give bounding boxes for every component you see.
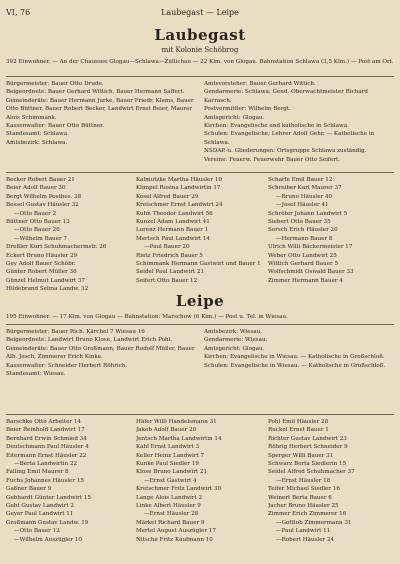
divider xyxy=(6,324,394,325)
resident-entry: Hildebrand Selma Landw. 32 xyxy=(6,286,89,293)
residents-col2-leipe xyxy=(136,418,264,544)
resident-entry: —Paul Landwirt 11 xyxy=(276,528,331,535)
resident-entry: Bessel Gustav Häusler 32 xyxy=(6,202,79,209)
official-entry: Kirchen: Evangelische in Wiesau. — Katholische in Großschloß. xyxy=(204,354,385,361)
official-entry: Amtsbezirk: Schlawa. xyxy=(6,139,68,146)
running-head: Laubegast — Leipe xyxy=(161,8,239,17)
resident-entry: Richter Gustav Landwirt 23 xyxy=(268,435,347,442)
resident-entry: Geyer Paul Landwirt 11 xyxy=(6,511,74,518)
resident-entry: Kreischmer Ernst Landwirt 24 xyxy=(136,202,223,209)
resident-entry: Sperger Willi Bauer 31 xyxy=(268,452,334,459)
resident-entry: Seifert Otto Bauer 12 xyxy=(136,277,198,284)
resident-entry: Kretschmer Fritz Landwirt 30 xyxy=(136,486,222,493)
resident-entry: Schimmank Hermann Gastwirt und Bauer 1 xyxy=(136,261,261,268)
residents-col2-laubegast xyxy=(136,176,264,285)
resident-entry: Büttner Otto Bauer 13 xyxy=(6,219,70,226)
resident-entry: Klimpel Rosina Landwirtin 17 xyxy=(136,185,221,192)
resident-entry: Mertel August Auszügler 17 xyxy=(136,528,216,535)
resident-entry: Kahl Ernst Landwirt 3 xyxy=(136,444,200,451)
official-entry: Kirchen: Evangelische und katholische in Schlawa. xyxy=(204,123,349,130)
section-intro-laubegast: 392 Einwohner. — An der Chaussee Glogau—Schlawa—Züllichau — 22 Klm. von Glogau. Bahnstation Schlawa (3,5 Klm.) — Post am Ort. xyxy=(6,59,394,65)
resident-entry: —Bruno Häusler 40 xyxy=(276,193,333,200)
resident-entry: —Berta Landwirtin 22 xyxy=(14,461,78,468)
residents-col3-laubegast xyxy=(268,176,394,285)
resident-entry: Großmann Gustav Landw. 19 xyxy=(6,519,89,526)
resident-entry: Jentsch Martha Landwirtin 14 xyxy=(136,435,222,442)
official-entry: Beigeordnete: Landwirt Bruno Klose, Landwirt Erich Pohl. xyxy=(6,337,173,344)
resident-entry: Schröter Johann Landwirt 5 xyxy=(268,210,348,217)
resident-entry: Eckert Bruno Häusler 29 xyxy=(6,252,78,259)
officials-right-leipe xyxy=(204,328,394,370)
residents-col1-laubegast xyxy=(6,176,132,294)
resident-entry: Kunke Paul Siedler 19 xyxy=(136,461,199,468)
resident-entry: —Otto Bauer 12 xyxy=(14,528,60,535)
resident-entry: Scharfe Emil Bauer 12 xyxy=(268,177,333,183)
resident-entry: Wolfschmidt Oswald Bauer 33 xyxy=(268,269,354,276)
official-entry: Standesamt: Schlawa. xyxy=(6,131,69,138)
official-entry: Kassenwalter: Schneider Herbert Röhrich. xyxy=(6,362,128,369)
section-title-leipe: Leipe xyxy=(175,292,225,310)
resident-entry: Häfer Willi Handelsmann 31 xyxy=(136,419,217,425)
resident-entry: Linke Albert Häusler 9 xyxy=(136,503,201,510)
resident-entry: Nitsche Fritz Kaufmann 10 xyxy=(136,536,213,543)
official-entry: Amtsgericht: Glogau. xyxy=(204,345,265,352)
resident-entry: Fuchs Johannes Häusler 15 xyxy=(6,477,84,484)
official-entry: Bürgermeister: Bauer Otto Drude. xyxy=(6,81,104,87)
resident-entry: —Gottlob Zimmermann 31 xyxy=(276,519,352,526)
resident-entry: Bernhard Erwin Schmied 34 xyxy=(6,435,87,442)
resident-entry: Gebt Gustav Landwirt 2 xyxy=(6,503,74,510)
resident-entry: Röhrig Herbert Schneider 9 xyxy=(268,444,348,451)
officials-right-laubegast xyxy=(204,80,394,164)
resident-entry: Weber Otto Landwirt 25 xyxy=(268,252,337,259)
resident-entry: Ulrich Willi Bäckermeister 17 xyxy=(268,244,353,251)
official-entry: Gemeinderäte: Bauer Otto Großmann, Bauer Rudolf Müller, Bauer Alb. Jesch, Zimmerer Erich Kinke. xyxy=(6,345,195,361)
resident-entry: Beier Reinhold Landwirt 17 xyxy=(6,427,85,434)
official-entry: Amtsbezirk: Wiesau. xyxy=(204,329,263,335)
official-entry: Schulen: Evangelische in Wiesau. — Katholische in Großschloß. xyxy=(204,362,386,369)
resident-entry: Günter Robert Müller 36 xyxy=(6,269,77,276)
resident-entry: Märkel Richard Bauer 9 xyxy=(136,519,205,526)
resident-entry: —Paul Bauer 20 xyxy=(144,244,190,251)
residents-col3-leipe xyxy=(268,418,394,544)
resident-entry: Falling Emil Maurer 8 xyxy=(6,469,69,476)
resident-entry: Günzel Helmut Landwirt 37 xyxy=(6,277,86,284)
official-entry: Vereine: Feuerw. Feuerwehr Bauer Otto Seifert. xyxy=(204,156,341,163)
resident-entry: —Otto Bauer 2 xyxy=(14,210,57,217)
official-entry: Kassenwalter: Bauer Otto Büttner. xyxy=(6,123,104,130)
divider xyxy=(6,172,394,173)
resident-entry: Barschke Otto Arbeiter 14 xyxy=(6,419,81,425)
official-entry: Gendarmerie: Schlawa; Gend.-Oberwachtmeister Richard Karrasch. xyxy=(204,89,368,104)
section-subtitle-laubegast: mit Kolonie Schöbrog xyxy=(161,46,239,54)
resident-entry: Mertsch Paul Landwirt 14 xyxy=(136,235,210,242)
resident-entry: —Ernst Häusler 28 xyxy=(144,511,199,518)
resident-entry: Bergt Wilhelm Postbes. 38 xyxy=(6,193,82,200)
resident-entry: Lorenz Hermann Bauer 1 xyxy=(136,227,209,234)
resident-entry: —Ernst Häusler 18 xyxy=(276,477,331,484)
resident-entry: —Hermann Bauer 8 xyxy=(276,235,333,242)
resident-entry: Schwarz Berta Siedlerin 15 xyxy=(268,461,347,468)
officials-left-leipe xyxy=(6,328,198,378)
resident-entry: —Wilhelm Bauer 7 xyxy=(14,235,67,242)
divider xyxy=(6,414,394,415)
resident-entry: Gaßner Bauer 9 xyxy=(6,486,52,493)
official-entry: NSDAP.-u. Gliederungen: Ortsgruppe Schlawa zuständig. xyxy=(204,148,367,155)
resident-entry: Kalmutzke Martha Häusler 19 xyxy=(136,177,222,183)
section-intro-leipe: 195 Einwohner. — 17 Klm. von Glogau — Bahnstation: Marschow (6 Klm.) — Post u. Tel. in Wiesau. xyxy=(6,314,288,320)
resident-entry: Sorsch Erich Häusler 20 xyxy=(268,227,338,234)
resident-entry: —Robert Häusler 24 xyxy=(276,536,335,543)
resident-entry: Beier Adolf Bauer 30 xyxy=(6,185,66,192)
resident-entry: Siebert Otto Bauer 35 xyxy=(268,219,331,226)
resident-entry: Zimmer Erich Zimmerer 16 xyxy=(268,511,347,518)
resident-entry: Lange Alois Landwirt 2 xyxy=(136,494,203,501)
resident-entry: Becker Robert Bauer 21 xyxy=(6,177,75,183)
official-entry: Standesamt: Wiesau. xyxy=(6,371,66,378)
resident-entry: Seidel Paul Landwirt 21 xyxy=(136,269,205,276)
official-entry: Amtsvorsteher: Bauer Gerhard Wittich. xyxy=(204,81,316,87)
divider xyxy=(6,76,394,77)
resident-entry: Ruckel Ernst Bauer 1 xyxy=(268,427,329,434)
official-entry: Beigeordnete: Bauer Gerhard Wittich, Bauer Hermann Saffert. xyxy=(6,89,185,96)
officials-left-laubegast xyxy=(6,80,198,147)
page-label: VI, 76 xyxy=(6,8,31,17)
resident-entry: Seidel Alfred Schuhmacher 37 xyxy=(268,469,355,476)
resident-entry: Schreiber Karl Maurer 37 xyxy=(268,185,342,192)
official-entry: Gendarmerie: Wiesau. xyxy=(204,337,268,344)
official-entry: Postvermittler: Wilhelm Bergt. xyxy=(204,106,291,113)
resident-entry: Rietz Friedrich Bauer 5 xyxy=(136,252,203,259)
resident-entry: Kunzel Adam Landwirt 41 xyxy=(136,219,210,226)
resident-entry: Eitermann Ernst Häusler 22 xyxy=(6,452,87,459)
resident-entry: Kosel Alfred Bauer 29 xyxy=(136,193,199,200)
resident-entry: Jacher Bruno Häusler 25 xyxy=(268,503,339,510)
resident-entry: Teifer Michael Siedler 16 xyxy=(268,486,340,493)
resident-entry: Jakob Adolf Bauer 20 xyxy=(136,427,197,434)
residents-col1-leipe xyxy=(6,418,132,544)
resident-entry: Gebhardt Günter Landwirt 15 xyxy=(6,494,91,501)
resident-entry: Dreßler Kurt Schuhmachermstr. 26 xyxy=(6,244,107,251)
resident-entry: Weinert Berta Bauer 6 xyxy=(268,494,332,501)
resident-entry: Pohl Emil Häusler 28 xyxy=(268,419,329,425)
resident-entry: —Ernst Gastwirt 4 xyxy=(144,477,197,484)
resident-entry: —Otto Bauer 26 xyxy=(14,227,60,234)
official-entry: Gemeinderäte: Bauer Hermann Jurke, Bauer Friedr. Klems, Bauer Otto Büttner, Bauer Robert Becker, Landwirt Ernst Beier, Maurer Alois Schimmank. xyxy=(6,97,194,121)
resident-entry: —Wilhelm Auszügler 10 xyxy=(14,536,82,543)
resident-entry: Deutschmann Paul Häusler 4 xyxy=(6,444,89,451)
official-entry: Bürgermeister: Bauer Rich. Kärchel 7 Wiesau 16 xyxy=(6,329,145,335)
official-entry: Schulen: Evangelische; Lehrer Adolf Gehr. — Katholische in Schlawa. xyxy=(204,131,375,146)
resident-entry: Wittich Gerhard Bauer 5 xyxy=(268,261,339,268)
resident-entry: Keller Heinz Landwirt 7 xyxy=(136,452,205,459)
section-title-laubegast: Laubegast xyxy=(154,26,246,44)
resident-entry: Gey Adolf Bauer Schöbr. xyxy=(6,261,76,268)
resident-entry: —Josef Häusler 41 xyxy=(276,202,329,209)
resident-entry: Kuhn Theodor Landwirt 56 xyxy=(136,210,213,217)
resident-entry: Klose Bruno Landwirt 21 xyxy=(136,469,208,476)
official-entry: Amtsgericht: Glogau. xyxy=(204,114,265,121)
resident-entry: Zimmer Hermann Bauer 4 xyxy=(268,277,343,284)
